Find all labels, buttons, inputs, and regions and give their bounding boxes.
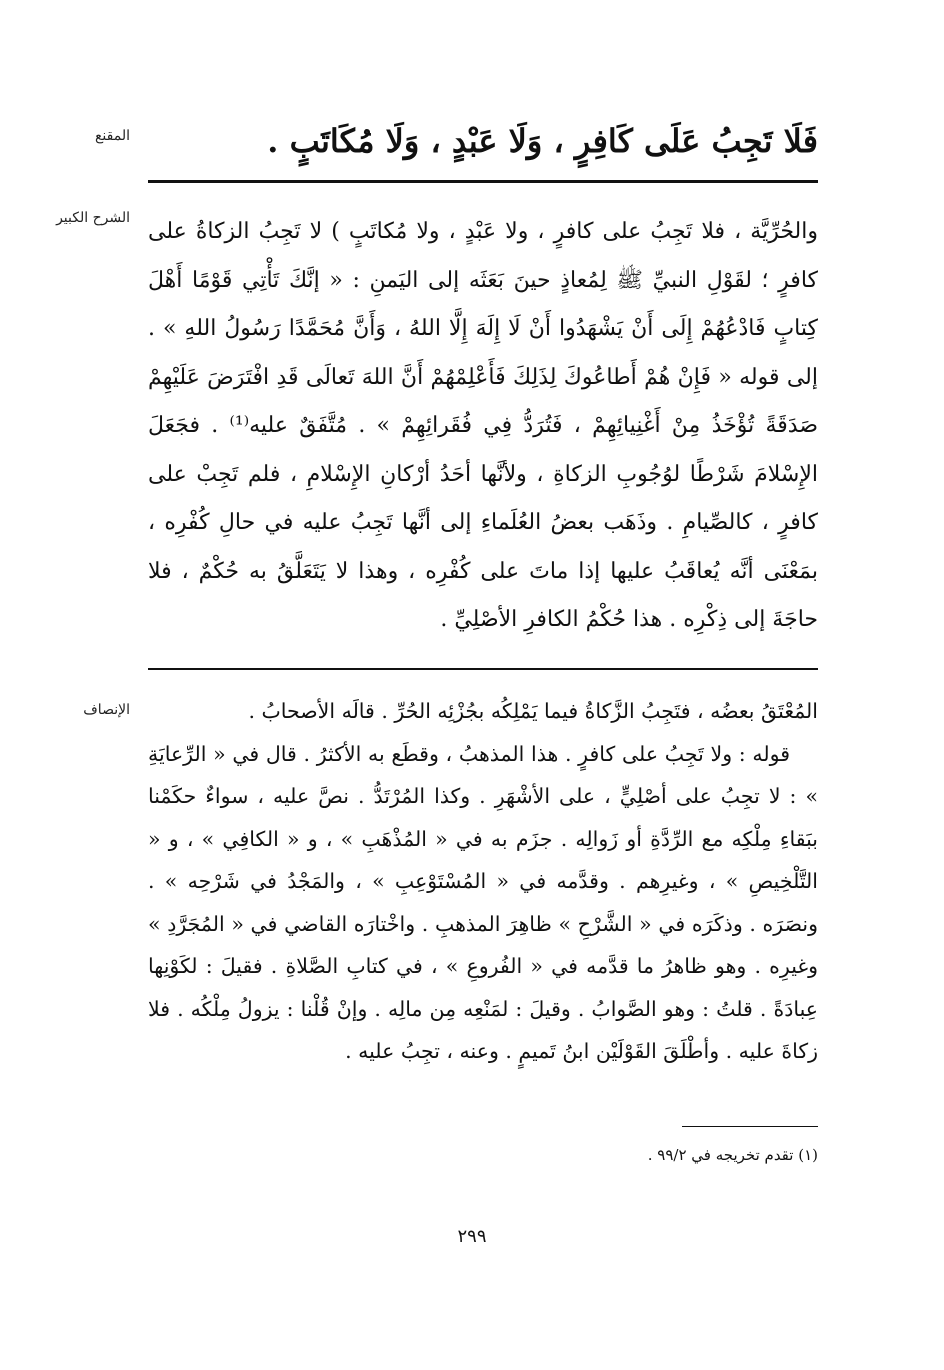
section-divider-thin [148,668,818,670]
footnote-divider [682,1126,818,1127]
insaf-paragraph: المُعْتَقُ بعضُه ، فتَجِبُ الزَّكاةُ فيما يَمْلِكُه بجُزْئِه الحُرِّ . قالَه الأصحابُ . [248,699,818,723]
section-label-muqni: المقنع [94,128,130,144]
section-label-insaf: الإنصاف [83,702,130,718]
insaf-paragraph: قوله : ولا تَجِبُ على كافرٍ . هذا المذهبُ ، وقطَع به الأكثرُ . قال في « الرِّعايَةِ » : لا تجِبُ على أصْلِيٍّ ، على الأشْهَرِ . وكذا المُرْتَدُّ . نصَّ عليه ، سواءٌ حكَمْنا ببَقاءِ مِلْكِه مع الرِّدَّةِ أو زَوالِه . جزَم به في « المُذْهَبِ » ، و « الكافِي » ، و « التَّلْخِيصِ » ، وغيرِهم . وقدَّمه في « المُسْتَوْعِبِ » ، والمَجْدُ في شَرْحِه » . ونصَرَه . وذكَرَه في « الشَّرْحِ » ظاهِرَ المذهبِ . واخْتارَه القاضي في « المُجَرَّدِ » وغيرِه . وهو ظاهرُ ما قدَّمه في « الفُروعِ » ، في كتابِ الصَّلاةِ . فقيلَ : لكَوْنِها عِبادَةً . قلتُ : وهو الصَّوابُ . وقيلَ : لمَنْعِه مِن مالِه . وإنْ قُلْنا : يزولُ مِلْكُه . فلا زكاةَ عليه . وأطْلَقَ القَوْلَيْن ابنُ تَميمٍ . وعنه ، تجِبُ عليه . [148,741,818,1063]
sharh-paragraph: والحُرِّيَّة ، فلا تَجِبُ على كافرٍ ، ولا عَبْدٍ ، ولا مُكاتَبٍ ) لا تَجِبُ الزكاةُ على كافرٍ ؛ لقَوْلِ النبيِّ ﷺ لِمُعاذٍ حينَ بَعَثَه إلى اليَمنِ : « إنَّكَ تَأْتِي قَوْمًا أَهْلَ كِتابٍ فَادْعُهُمْ إِلَى أَنْ يَشْهَدُوا أَنْ لَا إِلَهَ إِلَّا اللهُ ، وَأَنَّ مُحَمَّدًا رَسُولُ اللهِ » . إلى قوله « فَإِنْ هُمْ أَطاعُوكَ لِذَلِكَ فَأَعْلِمْهُمْ أَنَّ اللهَ تَعالَى قَدِ افْتَرَضَ عَلَيْهِمْ صَدَقَةً تُؤْخَذُ مِنْ أَغْنِيائِهِمْ ، فَتُرَدُّ فِي فُقَرائِهِمْ » . مُتَّفَقٌ عليه⁽¹⁾ . فجَعَلَ الإِسْلامَ شَرْطًا لوُجُوبِ الزكاةِ ، ولأنَّها أحَدُ أرْكانِ الإِسْلامِ ، فلم تَجِبْ على كافرٍ ، كالصِّيامِ . وذَهَب بعضُ العُلَماءِ إلى أنَّها تَجِبُ عليه في حالِ كُفْرِه ، بمَعْنَى أنَّه يُعاقَبُ عليها إذا ماتَ على كُفْرِه ، وهذا لا يَتَعَلَّقُ به حُكْمٌ ، فلا حاجَةَ إلى ذِكْرِه . هذا حُكْمُ الكافرِ الأصْلِيِّ . [148,219,818,632]
footnote: (١) تقدم تخريجه في ٩٩/٢ . [647,1146,818,1164]
section-divider-thick [148,180,818,183]
section-label-sharh: الشرح الكبير [56,210,130,226]
page-number: ٢٩٩ [457,1226,487,1247]
muqni-text [148,116,818,166]
sharh-text [148,208,818,645]
muqni-paragraph: فَلَا تَجِبُ عَلَى كَافِرٍ ، وَلَا عَبْدٍ ، وَلَا مُكَاتَبٍ . [267,122,818,160]
insaf-text [148,690,818,1073]
